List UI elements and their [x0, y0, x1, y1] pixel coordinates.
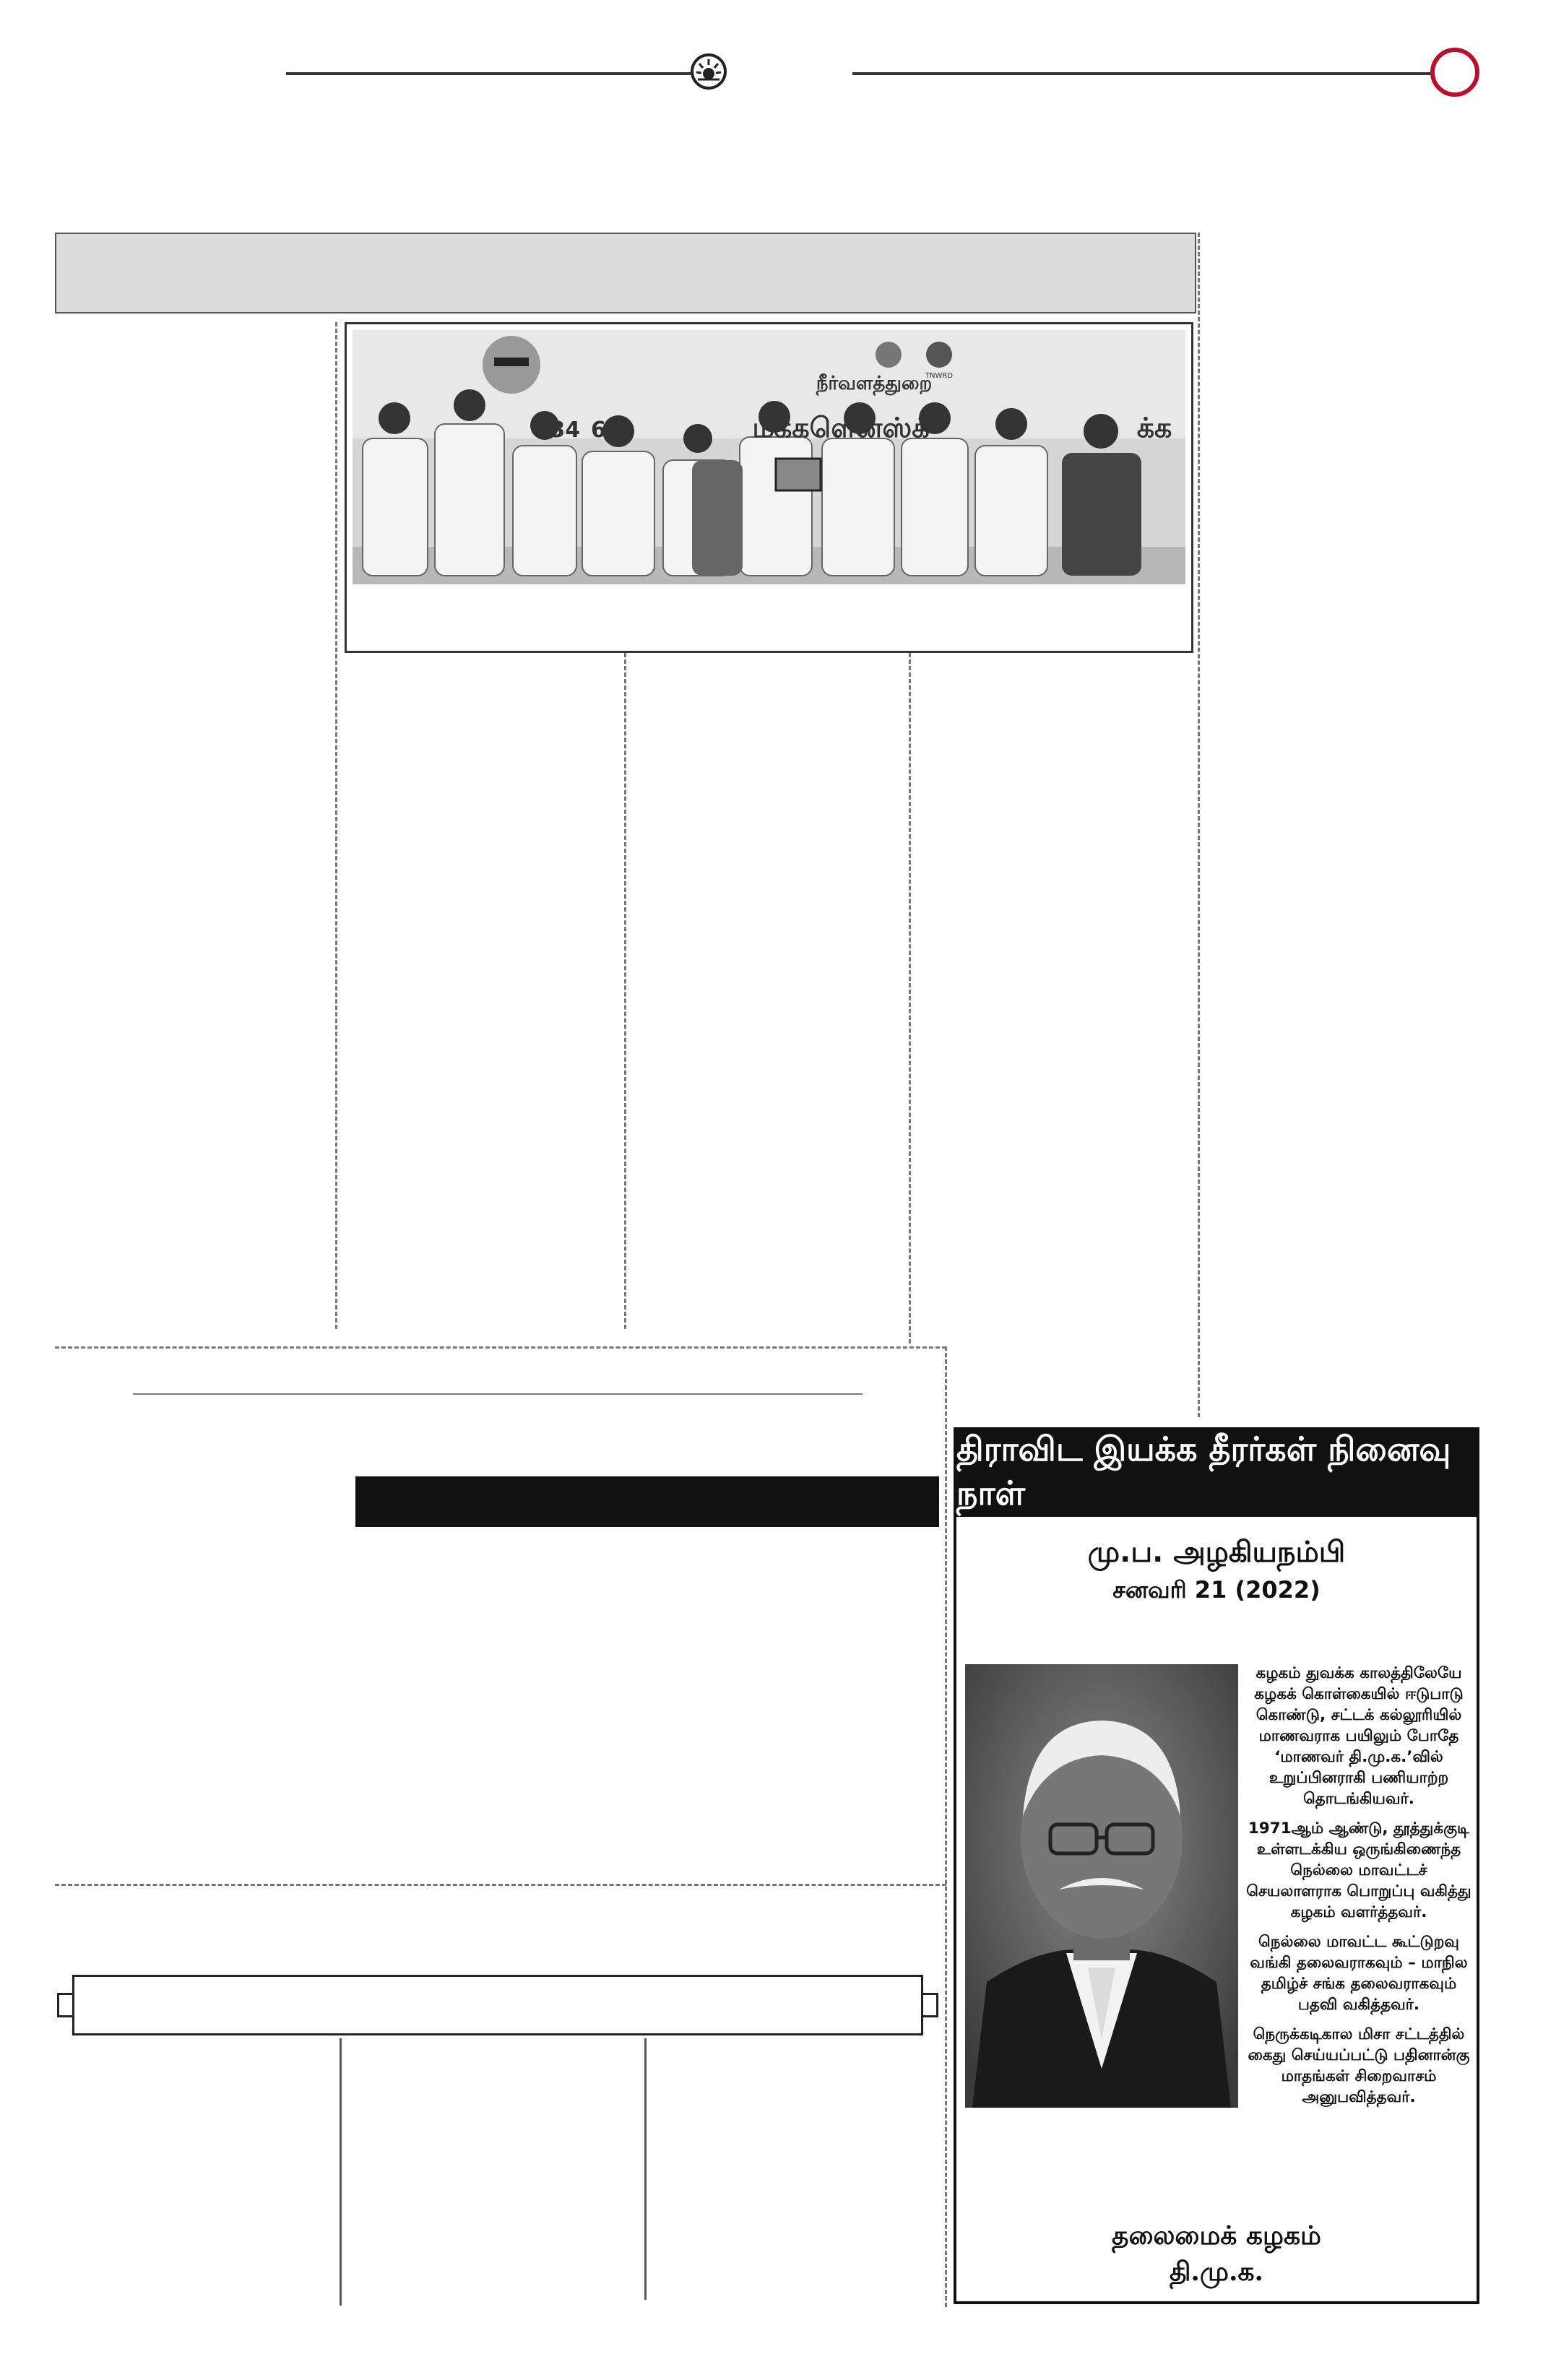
photo-banner-amount-2: 60: [591, 417, 621, 443]
tribute-bio: [1242, 1663, 1475, 2116]
header-rule-left: [286, 72, 691, 75]
tribute-org: தலைமைக் கழகம்: [1112, 2220, 1321, 2251]
event-photo: [353, 330, 1185, 584]
lower-column-divider-2: [644, 2038, 647, 2300]
event-photo-frame: [345, 322, 1193, 653]
lower-column-divider-1: [340, 2038, 342, 2306]
bio-paragraph: நெருக்கடிகால மிசா சட்டத்தில் கைது செய்யப்பட்டு பதினான்கு மாதங்கள் சிறைவாசம் அனுபவித்தவர்.: [1248, 2025, 1470, 2106]
photo-banner-main: மக்களென்ஸ்க்: [752, 411, 930, 443]
bio-paragraph: 1971ஆம் ஆண்டு, தூத்துக்குடி உள்ளடக்கிய ஒருங்கிணைந்த நெல்லை மாவட்டச் செயலாளராக பொறுப்பு வகித்து கழகம் வளர்த்தவர்.: [1246, 1819, 1471, 1921]
column-divider-mid-1: [624, 653, 626, 1329]
bio-paragraph: நெல்லை மாவட்ட கூட்டுறவு வங்கி தலைவராகவும் – மாநில தமிழ்ச் சங்க தலைவராகவும் பதவி வகித்தவர்.: [1250, 1933, 1468, 2014]
lower-section-right-divider: [945, 1346, 947, 2307]
photo-banner-right: க்க: [1136, 411, 1172, 443]
ornament-left-icon: [57, 1993, 74, 2017]
section-separator-lower: [55, 1884, 946, 1886]
tribute-box: [954, 1427, 1479, 2304]
tribute-name: மு.ப. அழகியநம்பி: [1087, 1536, 1346, 1569]
tribute-portrait: [965, 1664, 1238, 2108]
page-marker-circle: [1430, 48, 1479, 97]
photo-org-logo-label: TNWRD: [925, 372, 954, 380]
rising-sun-emblem-icon: [691, 53, 727, 90]
photo-banner-dept: நீர்வளத்துறை: [816, 373, 933, 394]
tribute-header: திராவிட இயக்க தீரர்கள் நினைவு நாள்: [956, 1430, 1477, 1517]
photo-banner-amount: .34: [542, 417, 581, 443]
tribute-party: தி.மு.க.: [1169, 2256, 1264, 2287]
header-rule-right: [852, 72, 1430, 75]
column-divider-left: [335, 322, 337, 1329]
ornament-right-icon: [921, 1993, 938, 2017]
section-heading-bar: [355, 1476, 939, 1527]
ornamental-heading-frame: [72, 1975, 923, 2035]
headline-banner: [55, 233, 1196, 313]
thin-rule: [133, 1393, 863, 1395]
section-separator-upper: [55, 1346, 946, 1349]
bio-paragraph: கழகம் துவக்க காலத்திலேயே கழகக் கொள்கையில் ஈடுபாடு கொண்டு, சட்டக் கல்லூரியில் மாணவராக பயிலும் போதே ‘மாணவர் தி.மு.க.’வில் உறுப்பினராகி பணியாற்ற தொடங்கியவர்.: [1254, 1664, 1464, 1808]
right-column-divider: [1198, 233, 1200, 1417]
tribute-date: சனவரி 21 (2022): [1112, 1576, 1321, 1604]
column-divider-mid-2: [909, 653, 911, 1343]
